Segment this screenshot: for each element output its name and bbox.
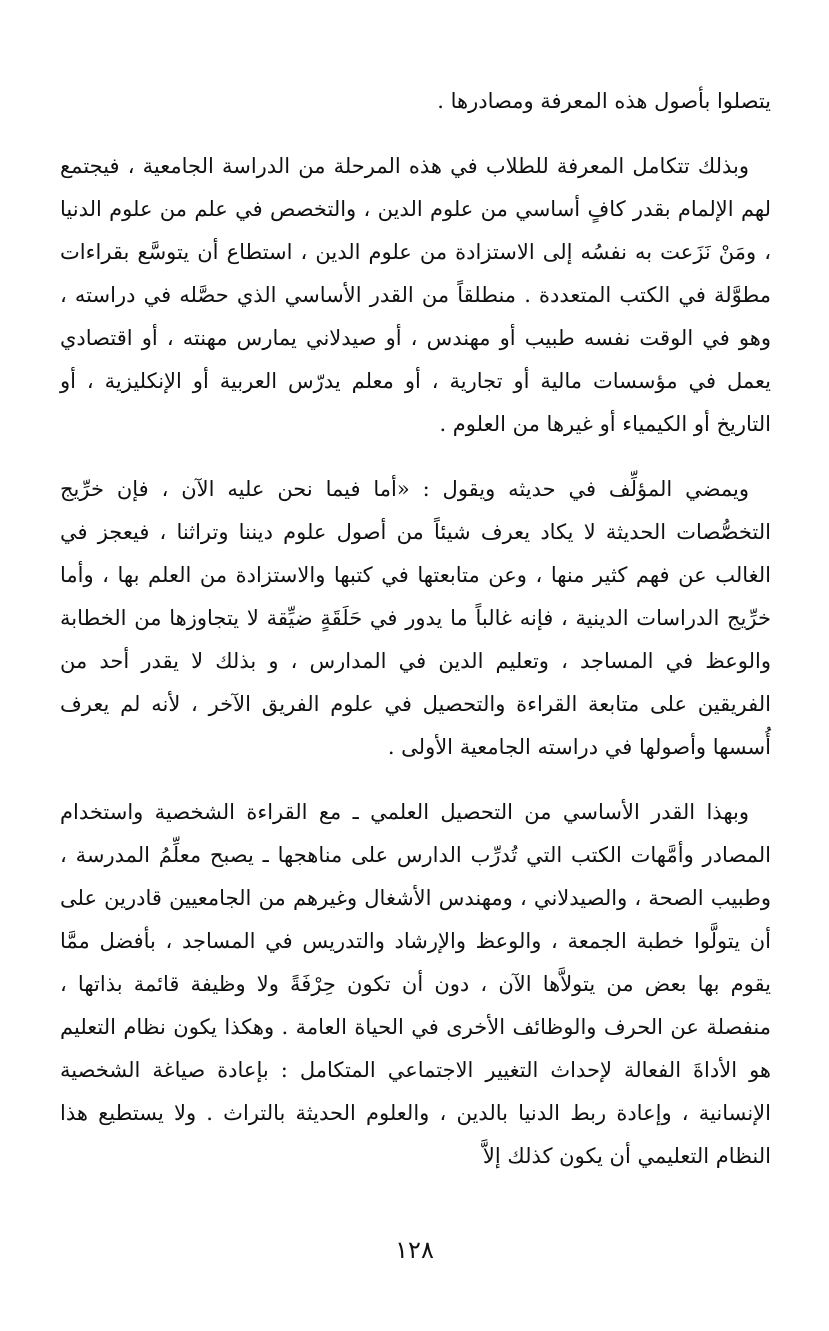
page-number: ١٢٨: [395, 1236, 434, 1264]
paragraph-continuation: يتصلوا بأصول هذه المعرفة ومصادرها .: [437, 89, 771, 113]
body-text: [60, 80, 771, 1178]
paragraph-basic-achievement: وبهذا القدر الأساسي من التحصيل العلمي ـ مع القراءة الشخصية واستخدام المصادر وأمَّهات الكتب التي تُدرِّب الدارس على مناهجها ـ يصبح معلِّمُ المدرسة ، وطبيب الصحة ، والصيدلاني ، ومهندس الأشغال وغيرهم من الجامعيين قادرين على أن يتولَّوا خطبة الجمعة ، والوعظ والإرشاد والتدريس في المساجد ، بأفضل ممَّا يقوم بها بعض من يتولاَّها الآن ، دون أن تكون حِرْفَةً ولا وظيفة قائمة بذاتها ، منفصلة عن الحرف والوظائف الأخرى في الحياة العامة . وهكذا يكون نظام التعليم هو الأداةَ الفعالة لإحداث التغيير الاجتماعي المتكامل : بإعادة صياغة الشخصية الإنسانية ، وإعادة ربط الدنيا بالدين ، والعلوم الحديثة بالتراث . ولا يستطيع هذا النظام التعليمي أن يكون كذلك إلاَّ: [60, 800, 771, 1168]
paragraph-knowledge-integration: وبذلك تتكامل المعرفة للطلاب في هذه المرحلة من الدراسة الجامعية ، فيجتمع لهم الإلمام بقدر كافٍ أساسي من علوم الدين ، والتخصص في علم من علوم الدنيا ، ومَنْ نَزَعت به نفسُه إلى الاستزادة من علوم الدين ، استطاع أن يتوسَّع بقراءات مطوَّلة في الكتب المتعددة . منطلقاً من القدر الأساسي الذي حصَّله في دراسته ، وهو في الوقت نفسه طبيب أو مهندس ، أو صيدلاني يمارس مهنته ، أو اقتصادي يعمل في مؤسسات مالية أو تجارية ، أو معلم يدرّس العربية أو الإنكليزية ، أو التاريخ أو الكيمياء أو غيرها من العلوم .: [60, 154, 771, 436]
paragraph-author-quote: ويمضي المؤلِّف في حديثه ويقول : «أما فيما نحن عليه الآن ، فإن خرِّيج التخصُّصات الحديثة لا يكاد يعرف شيئاً من أصول علوم ديننا وتراثنا ، فيعجز في الغالب عن فهم كثير منها ، وعن متابعتها في كتبها والاستزادة من العلم بها ، وأما خرِّيج الدراسات الدينية ، فإنه غالباً ما يدور في حَلَقَةٍ ضيِّقة لا يتجاوزها من الخطابة والوعظ في المساجد ، وتعليم الدين في المدارس ، و بذلك لا يقدر أحد من الفريقين على متابعة القراءة والتحصيل في علوم الفريق الآخر ، لأنه لم يعرف أُسسها وأصولها في دراسته الجامعية الأولى .: [60, 477, 771, 759]
